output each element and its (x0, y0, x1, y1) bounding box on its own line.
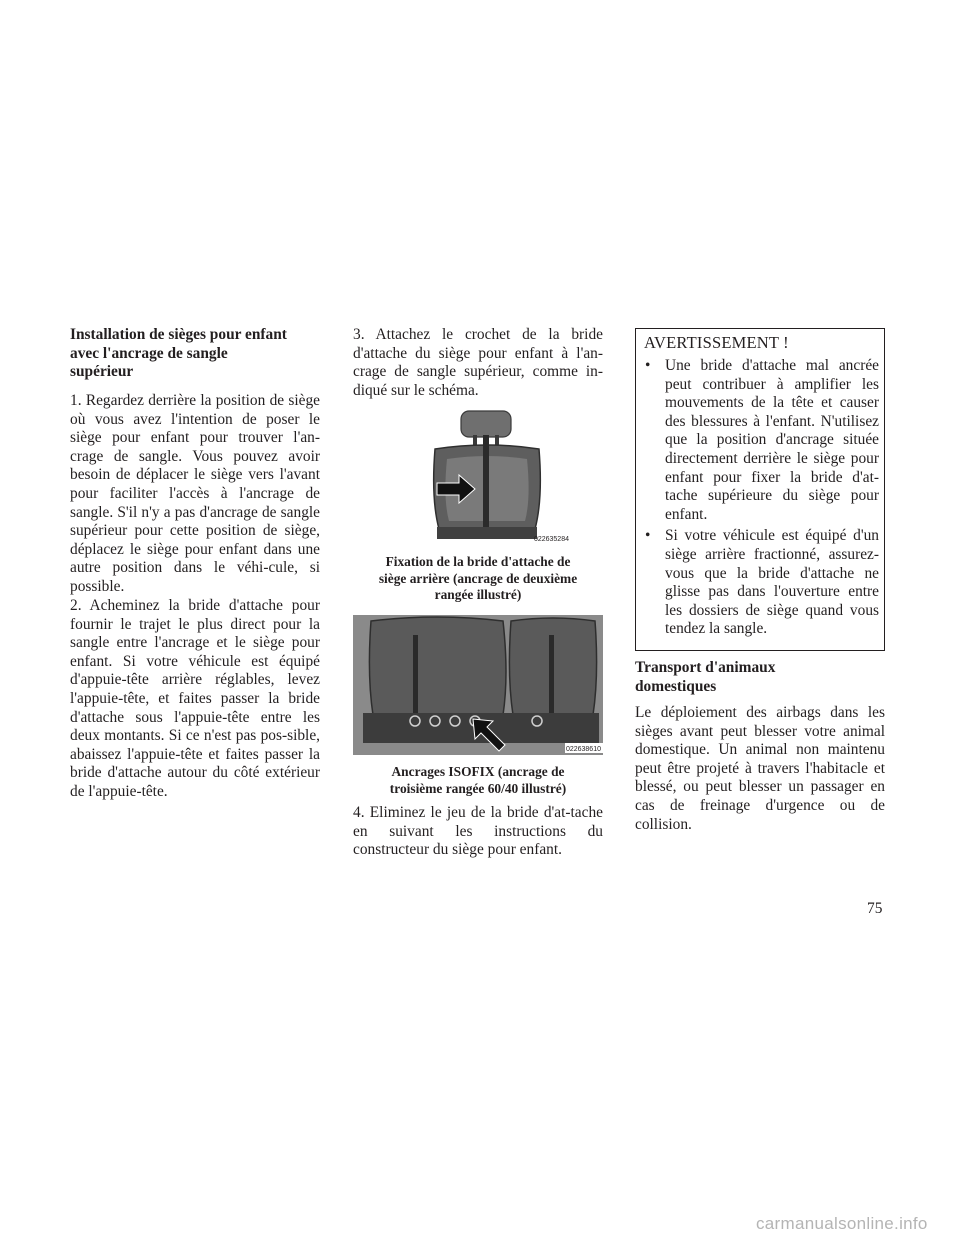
watermark-text: carmanualsonline.info (756, 1214, 928, 1233)
heading-line: avec l'ancrage de sangle (70, 344, 228, 362)
warning-list (641, 357, 879, 639)
heading-line: supérieur (70, 363, 134, 381)
section-heading-top-tether (70, 326, 320, 382)
step-2-paragraph: 2. Acheminez la bride d'attache pour fournir le trajet le plus direct pour la sangle entre l'ancrage et le siège pour enfant. Si votre véhicule est équipé d'appuie-tête arrière réglables, levez l'appuie-tête, et faites passer la bride d'attache sous l'appuie-tête entre les deux montants. Si ce n'est pas pos-sible, abaissez l'appuie-tête et faites passer la bride d'attache autour du côté extérieur de l'appuie-tête. (70, 597, 320, 800)
warning-item: • Une bride d'attache mal ancrée peut contribuer à amplifier les mouvements de la tête et causer des blessures à l'enfant. N'utilisez que la position d'ancrage située directement derrière le siège pour enfant pour fixer la bride d'at-tache supérieure du siège pour enfant. (641, 357, 879, 524)
figure-code: 022638610 (565, 746, 601, 753)
caption-line: rangée illustré) (434, 587, 522, 602)
figure-code: 022635284 (533, 536, 569, 543)
step-1-paragraph: 1. Regardez derrière la position de siège où vous avez l'intention de poser le siège pour enfant pour trouver l'an-crage de sangle. Vous pouvez avoir besoin de déplacer le siège vers l'avant pour faciliter l'accès à l'ancrage de sangle. S'il n'y a pas d'ancrage de sangle supérieur pour cette position de siège, déplacez le siège pour enfant dans une autre position dans le véhi-cule, si possible. (70, 392, 320, 595)
caption-line: Ancrages ISOFIX (ancrage de (391, 764, 565, 779)
page-number: 75 (867, 900, 883, 917)
warning-title: AVERTISSEMENT ! (644, 333, 789, 352)
step-3-paragraph: 3. Attachez le crochet de la bride d'attache du siège pour enfant à l'an-crage de sangle supérieur, comme in-diqué sur le schéma. (353, 326, 603, 399)
caption-line: Fixation de la bride d'attache de (385, 554, 571, 569)
caption-line: siège arrière (ancrage de deuxième (378, 570, 578, 586)
figure-1-caption (353, 554, 603, 604)
heading-line: Installation de sièges pour enfant (70, 326, 287, 343)
warning-item: • Si votre véhicule est équipé d'un siège arrière fractionné, assurez-vous que la bride d'attache ne glisse pas dans l'ouverture entre les dossiers de siège quand vous tendez la sangle. (641, 527, 879, 639)
heading-line: Transport d'animaux (635, 659, 776, 676)
heading-line: domestiques (635, 677, 717, 695)
figure-2-caption (353, 764, 603, 797)
figure-tether-anchor (423, 409, 573, 545)
step-4-paragraph: 4. Eliminez le jeu de la bride d'at-tache en suivant les instructions du constructeur du siège pour enfant. (353, 804, 603, 859)
pets-paragraph: Le déploiement des airbags dans les sièges avant peut blesser votre animal domestique. Un animal non maintenu peut être projeté à travers l'habitacle et blessé, ou peut blesser un passager en cas de freinage d'urgence ou de collision. (635, 704, 885, 833)
isofix-anchors-illustration (353, 615, 603, 755)
rear-seat-tether-illustration (423, 409, 573, 545)
section-heading-pets (635, 659, 885, 696)
caption-line: troisième rangée 60/40 illustré) (389, 780, 567, 796)
figure-isofix-anchors (353, 615, 603, 755)
warning-box (635, 328, 885, 651)
